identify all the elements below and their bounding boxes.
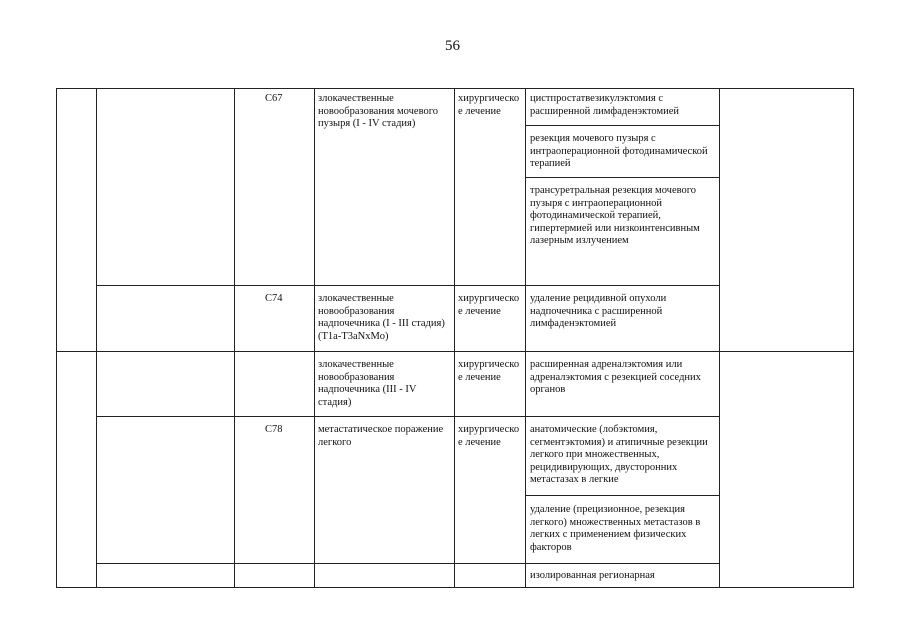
method-text: трансуретральная резекция мочевого пузыря с интраоперационной фотодинамической терапией, гипертермией или низкоинтенсивным лазерным излучением: [530, 185, 700, 247]
diagnosis-text: метастатическое поражение легкого: [318, 424, 444, 448]
table-left-border: [56, 88, 57, 588]
row-divider: [525, 495, 719, 496]
column-divider: [96, 88, 97, 588]
row-divider: [96, 416, 719, 417]
row-divider: [96, 285, 719, 286]
treatment-type: хирургическое лечение: [458, 93, 520, 117]
column-divider: [525, 88, 526, 588]
table-bottom-border: [56, 587, 854, 588]
row-divider: [525, 125, 719, 126]
row-divider: [96, 563, 719, 564]
procedures-table: [56, 88, 854, 588]
column-divider: [454, 88, 455, 588]
method-text: удаление (прецизионное, резекция легкого) множественных метастазов в легких с применением физических факторов: [530, 504, 701, 553]
treatment-type: хирургическое лечение: [458, 424, 520, 448]
treatment-type: хирургическое лечение: [458, 293, 520, 317]
table-top-border: [56, 88, 854, 89]
row-divider: [56, 351, 854, 352]
method-text: расширенная адреналэктомия или адреналэктомия с резекцией соседних органов: [530, 359, 701, 396]
column-divider: [719, 88, 720, 588]
table-right-border: [853, 88, 854, 588]
icd-code: C74: [265, 293, 283, 304]
treatment-type: хирургическое лечение: [458, 359, 520, 383]
column-divider: [234, 88, 235, 588]
method-text: цистпростатвезикулэктомия с расширенной лимфаденэктомией: [530, 93, 680, 117]
icd-code: C78: [265, 424, 283, 435]
column-divider: [314, 88, 315, 588]
method-text: удаление рецидивной опухоли надпочечника с расширенной лимфаденэктомией: [530, 293, 667, 330]
method-text: резекция мочевого пузыря с интраоперационной фотодинамической терапией: [530, 133, 708, 170]
diagnosis-text: злокачественные новообразования мочевого пузыря (I - IV стадия): [318, 93, 439, 130]
diagnosis-text: злокачественные новообразования надпочечника (III - IV стадия): [318, 359, 417, 408]
diagnosis-text: злокачественные новообразования надпочечника (I - III стадия) (T1a-T3aNxMo): [318, 293, 445, 342]
page-number: 56: [445, 38, 460, 54]
method-text: изолированная регионарная: [530, 570, 655, 581]
icd-code: C67: [265, 93, 283, 104]
method-text: анатомические (лобэктомия, сегментэктомия) и атипичные резекции легкого при множественных, рецидивирующих, двусторонних метастазах в легкие: [530, 424, 708, 486]
row-divider: [525, 177, 719, 178]
